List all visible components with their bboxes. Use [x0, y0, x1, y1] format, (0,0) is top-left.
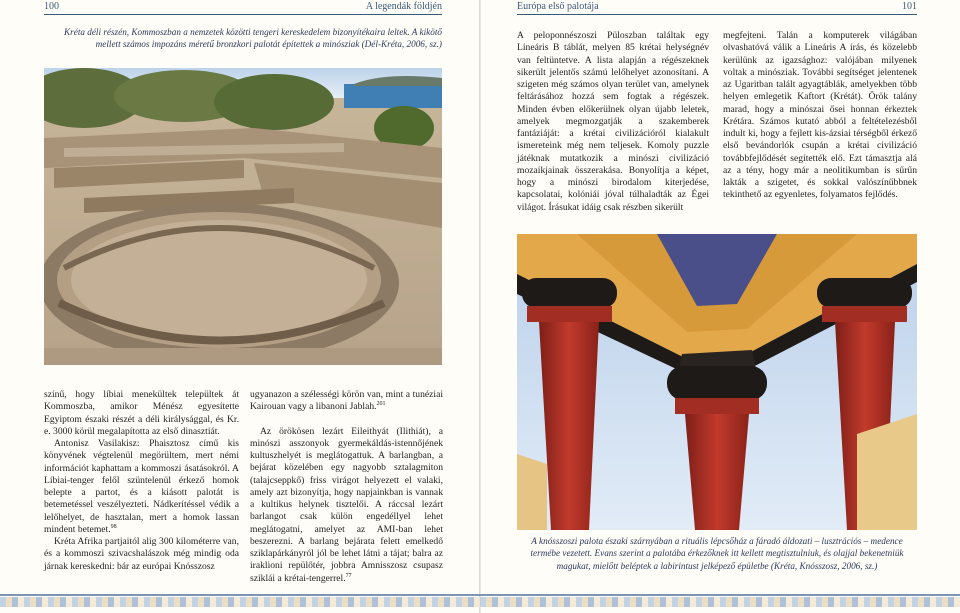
- page-number-right: 101: [902, 1, 917, 12]
- right-column-1: [517, 30, 709, 214]
- columns-photo: [517, 234, 917, 530]
- ruins-photo: [44, 68, 442, 365]
- footnote-ref: 201: [376, 401, 386, 408]
- running-head-left: A legendák földjén: [365, 1, 442, 12]
- left-header: [44, 0, 442, 14]
- left-col1-paragraph-1: színű, hogy líbiai menekültek települtek át Kommoszba, amikor Ménész egyesítette Egyiptom északi részét a déli királysággal, és Kr. e. 3000 körül megalapította az első dinasztiát.: [44, 389, 239, 437]
- left-column-1: [44, 389, 239, 573]
- page-number-left: 100: [44, 1, 59, 12]
- running-head-right: Európa első palotája: [517, 1, 599, 12]
- footnote-ref: 98: [110, 523, 117, 530]
- left-column-2: [250, 389, 443, 585]
- header-rule: [517, 14, 917, 15]
- right-page: [481, 0, 960, 613]
- right-column-2: [723, 30, 917, 202]
- header-rule: [44, 14, 442, 15]
- left-page: [0, 0, 479, 613]
- footnote-ref: 77: [345, 572, 352, 579]
- left-col2-paragraph-2: Az örökösen lezárt Eileithyát (Ilithiát), a minószi asszonyok gyermekáldás-istennőjének kultuszhelyét is meglátogattuk. A barlangban, a bejárat közelében egy nagyobb sztalagmiton (talajcseppkő) friss virágot helyezett el valaki, amely azt bizonyítja, hogy napjainkban is vannak a kultikus helynek tisztelői. A ráccsal lezárt barlangot csak külön engedéllyel lehet meglátogatni, amelyet az AMI-ban lehet beszerezni. A barlang bejárata felett emelkedő sziklapárkányról jól be lehet látni a tájat; balra az iraklioni repülőtér, jobbra Amnisszosz csupasz sziklái a krétai-tengerrel.$^{77}$: [250, 425, 443, 584]
- decorative-border-band: [0, 597, 960, 607]
- right-photo-caption: A knósszoszi palota északi szárnyában a rituális lépcsőház a fáradó áldozati – lusztrációs – medence termébe vezetett. Evans szerint a palotába érkezőknek itt kellett megtisztulniuk, és olajjal bekenetniük magukat, mielőtt beléptek a labirintust jelképező épületbe (Kréta, Knósszosz, 2006, sz.): [530, 536, 904, 571]
- right-col1-text: A peloponnészoszi Püloszban találtak egy Lineáris B táblát, melyen 85 krétai helységnév van feltüntetve. A lista alapján a régészeknek sikerült jelentős számú lelőhelyet azonosítani. A szigeten még számos olyan terület van, amelynek feltárásához hozzá sem fogtak a régészek. Minden évben előkerülnek olyan újabb leletek, amelyek megmozgatják a szakemberek fantáziáját: a krétai civilizációról kialakult ismereteink még nem teljesek. Komoly puzzle játéknak mutatkozik a minószi civilizáció mozaikjainak összerakása. Bonyolítja a képet, hogy a minószi birodalom kiterjedése, kapcsolatai, kolóniái jóval túlhaladták az Égei világot. Írásukat idáig csak részben sikerült: [517, 30, 709, 213]
- left-col1-paragraph-2: Antonisz Vasilakisz: Phaisztosz című kis könyvének végtelenül megörültem, mert némi információt kaphattam a kommoszi ásatásokról. A Líbiai-tenger felől szüntelenül érkező homok belepte a partot, és a kiásott palotát is betemetéssel veszélyezteti. Nádkerítéssel védik a lelőhelyet, de hasztalan, mert a homok lassan mindent betemet.$^{98}$: [44, 438, 239, 535]
- decorative-border-line: [0, 594, 960, 596]
- left-col2-paragraph-1: ugyanazon a szélességi körön van, mint a tunéziai Kairouan vagy a libanoni Jablah.$^{201}$: [250, 389, 443, 413]
- left-photo-caption: Kréta déli részén, Kommoszban a nemzetek közötti tengeri kereskedelem bizonyítékaira leltek. A kikötő mellett számos impozáns méretű bronzkori palotát építettek a minósziak (Dél-Kréta, 2006, sz.): [64, 27, 442, 50]
- left-col1-paragraph-3: Kréta Afrika partjaitól alig 300 kilométerre van, és a kommoszi szivacshalászok még mindig oda járnak kereskedni: bár az európai Knósszosz: [44, 536, 239, 572]
- right-col2-text: megfejteni. Talán a komputerek világában olvashatóvá válik a Lineáris A írás, és közelebb kerülünk az igazsághoz: valójában milyenek voltak a minósziak. További segítséget jelentenek az Ugaritban talált agyagtáblák, amelyekben több helyen emlegetik Kaftort (Krétát). Örök talány marad, hogy a minószai ősei honnan érkeztek Krétára. Számos kutató abból a feltételezésből indult ki, hogy a fejlett kis-ázsiai térségből érkező első bevándorlók csupán a krétai civilizáció továbbfejlődését segítették elő. Ezt támasztja alá az a tény, hogy már a neolitikumban is sűrűn lakták a szigetet, és sokkal valószínűbbnek tekinthető az egyenletes, folyamatos fejlődés.: [723, 30, 917, 201]
- right-header: [517, 0, 917, 14]
